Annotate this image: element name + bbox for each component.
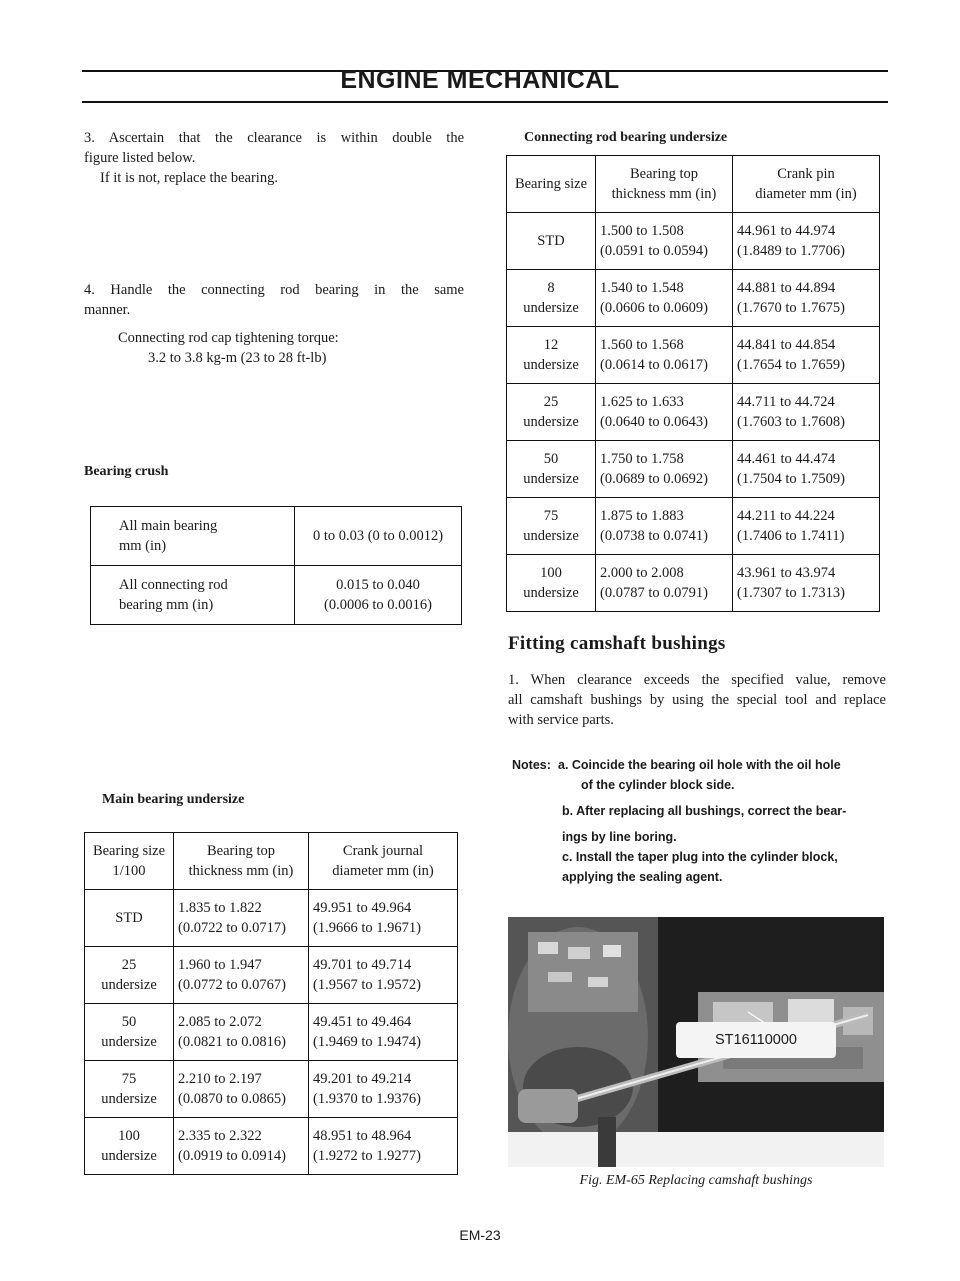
size-line: undersize bbox=[523, 585, 579, 601]
size-line: 100 bbox=[540, 565, 562, 581]
size-line: undersize bbox=[101, 1091, 157, 1107]
notes-line bbox=[508, 755, 890, 775]
pin-line: (1.7654 to 1.7659) bbox=[737, 357, 845, 373]
size-cell bbox=[85, 1061, 174, 1118]
pin-line: 44.881 to 44.894 bbox=[737, 280, 836, 296]
pin-line: (1.7406 to 1.7411) bbox=[737, 528, 845, 544]
top-line: 1.960 to 1.947 bbox=[178, 957, 262, 973]
tool-part-label: ST16110000 bbox=[676, 1022, 836, 1058]
size-line: 100 bbox=[118, 1128, 140, 1144]
size-line: undersize bbox=[523, 414, 579, 430]
top-line: (0.0738 to 0.0741) bbox=[600, 528, 708, 544]
crush-name-line: All connecting rod bbox=[119, 577, 228, 593]
size-line: undersize bbox=[523, 357, 579, 373]
size-cell bbox=[507, 384, 596, 441]
step-4-line-2: manner. bbox=[84, 302, 131, 318]
table-row bbox=[85, 1061, 458, 1118]
pin-cell bbox=[733, 498, 880, 555]
size-line: STD bbox=[537, 233, 565, 249]
header-line: diameter mm (in) bbox=[332, 863, 434, 879]
top-cell bbox=[596, 498, 733, 555]
top-line: 1.560 to 1.568 bbox=[600, 337, 684, 353]
top-line: 1.625 to 1.633 bbox=[600, 394, 684, 410]
notes-label: Notes: bbox=[512, 758, 551, 772]
pin-line: (1.8489 to 1.7706) bbox=[737, 243, 845, 259]
camshaft-line: all camshaft bushings by using the special tool and replace bbox=[508, 692, 886, 708]
header-line: thickness mm (in) bbox=[611, 186, 717, 202]
top-line: (0.0870 to 0.0865) bbox=[178, 1091, 286, 1107]
step-4-line-1: 4. Handle the connecting rod bearing in the same bbox=[84, 282, 464, 298]
pin-line: 44.841 to 44.854 bbox=[737, 337, 836, 353]
crush-value-line: (0.0006 to 0.0016) bbox=[324, 597, 432, 613]
top-cell bbox=[596, 327, 733, 384]
pin-line: 44.211 to 44.224 bbox=[737, 508, 835, 524]
journal-line: (1.9272 to 1.9277) bbox=[313, 1148, 421, 1164]
table-row bbox=[91, 507, 462, 566]
main-undersize-heading: Main bearing undersize bbox=[102, 792, 245, 807]
bearing-crush-table bbox=[90, 506, 462, 625]
top-line: 1.750 to 1.758 bbox=[600, 451, 684, 467]
page-number: EM-23 bbox=[459, 1227, 501, 1243]
pin-line: (1.7307 to 1.7313) bbox=[737, 585, 845, 601]
camshaft-heading: Fitting camshaft bushings bbox=[508, 633, 726, 654]
journal-line: 49.451 to 49.464 bbox=[313, 1014, 412, 1030]
crush-name-line: bearing mm (in) bbox=[119, 597, 214, 613]
pin-line: 44.961 to 44.974 bbox=[737, 223, 836, 239]
step-3 bbox=[84, 128, 464, 188]
table-row bbox=[91, 566, 462, 625]
table-row bbox=[507, 213, 880, 270]
note-b: b. After replacing all bushings, correct the bear- bbox=[562, 804, 847, 818]
journal-line: 48.951 to 48.964 bbox=[313, 1128, 412, 1144]
note-b-cont: ings by line boring. bbox=[562, 830, 677, 844]
size-cell bbox=[85, 890, 174, 947]
top-line: 1.500 to 1.508 bbox=[600, 223, 684, 239]
figure-photo bbox=[508, 917, 884, 1167]
header-cell bbox=[309, 833, 458, 890]
header-cell bbox=[174, 833, 309, 890]
note-a: a. Coincide the bearing oil hole with the oil hole bbox=[558, 758, 841, 772]
top-cell bbox=[596, 555, 733, 612]
header-line: Bearing top bbox=[206, 843, 276, 859]
pin-cell bbox=[733, 213, 880, 270]
journal-cell bbox=[309, 1061, 458, 1118]
table-header-row bbox=[85, 833, 458, 890]
table-row bbox=[85, 890, 458, 947]
header-line: Crank pin bbox=[777, 166, 835, 182]
header-cell bbox=[596, 156, 733, 213]
camshaft-line: with service parts. bbox=[508, 712, 614, 728]
header-line: Bearing size bbox=[92, 843, 166, 859]
crush-value-line: 0.015 to 0.040 bbox=[336, 577, 420, 593]
top-line: (0.0606 to 0.0609) bbox=[600, 300, 708, 316]
table-row bbox=[507, 327, 880, 384]
top-line: 2.210 to 2.197 bbox=[178, 1071, 262, 1087]
torque-value: 3.2 to 3.8 kg-m (23 to 28 ft-lb) bbox=[148, 350, 327, 366]
top-line: 1.540 to 1.548 bbox=[600, 280, 684, 296]
camshaft-line: 1. When clearance exceeds the specified value, remove bbox=[508, 672, 886, 688]
table-row bbox=[507, 384, 880, 441]
size-line: undersize bbox=[523, 300, 579, 316]
table-row bbox=[507, 555, 880, 612]
journal-line: 49.951 to 49.964 bbox=[313, 900, 412, 916]
size-line: undersize bbox=[523, 471, 579, 487]
note-c-cont: applying the sealing agent. bbox=[562, 870, 723, 884]
size-line: 50 bbox=[543, 451, 559, 467]
journal-cell bbox=[309, 1118, 458, 1175]
size-line: 75 bbox=[543, 508, 559, 524]
size-cell bbox=[507, 270, 596, 327]
top-cell bbox=[596, 213, 733, 270]
header-cell bbox=[85, 833, 174, 890]
crush-value-line: 0 to 0.03 (0 to 0.0012) bbox=[312, 528, 444, 544]
journal-cell bbox=[309, 890, 458, 947]
pin-line: (1.7670 to 1.7675) bbox=[737, 300, 845, 316]
header-line: thickness mm (in) bbox=[188, 863, 294, 879]
figure-caption: Fig. EM-65 Replacing camshaft bushings bbox=[579, 1173, 813, 1188]
top-cell bbox=[174, 1061, 309, 1118]
top-line: (0.0640 to 0.0643) bbox=[600, 414, 708, 430]
top-cell bbox=[596, 441, 733, 498]
size-line: 25 bbox=[543, 394, 559, 410]
note-c: c. Install the taper plug into the cylinder block, bbox=[562, 850, 838, 864]
size-line: 50 bbox=[121, 1014, 137, 1030]
size-line: 8 bbox=[547, 280, 555, 296]
top-line: (0.0722 to 0.0717) bbox=[178, 920, 286, 936]
size-cell bbox=[85, 1118, 174, 1175]
top-line: (0.0591 to 0.0594) bbox=[600, 243, 708, 259]
size-cell bbox=[507, 327, 596, 384]
journal-line: (1.9370 to 1.9376) bbox=[313, 1091, 421, 1107]
size-cell bbox=[507, 441, 596, 498]
size-line: undersize bbox=[101, 1148, 157, 1164]
pin-cell bbox=[733, 555, 880, 612]
step-3-line-2: figure listed below. bbox=[84, 150, 196, 166]
header-line: Bearing top bbox=[629, 166, 699, 182]
top-line: (0.0821 to 0.0816) bbox=[178, 1034, 286, 1050]
table-row bbox=[507, 270, 880, 327]
table-row bbox=[85, 1004, 458, 1061]
journal-line: (1.9567 to 1.9572) bbox=[313, 977, 421, 993]
header-rule-bottom bbox=[82, 101, 888, 103]
top-cell bbox=[174, 1118, 309, 1175]
size-cell bbox=[85, 1004, 174, 1061]
header-cell bbox=[507, 156, 596, 213]
journal-cell bbox=[309, 1004, 458, 1061]
pin-cell bbox=[733, 441, 880, 498]
top-cell bbox=[174, 1004, 309, 1061]
rod-undersize-heading: Connecting rod bearing undersize bbox=[524, 130, 728, 145]
journal-line: (1.9666 to 1.9671) bbox=[313, 920, 421, 936]
size-line: undersize bbox=[101, 1034, 157, 1050]
top-cell bbox=[596, 384, 733, 441]
size-cell bbox=[507, 213, 596, 270]
crush-name-line: All main bearing bbox=[119, 518, 218, 534]
top-line: (0.0689 to 0.0692) bbox=[600, 471, 708, 487]
notes-block bbox=[508, 755, 890, 887]
table-row bbox=[85, 947, 458, 1004]
size-line: undersize bbox=[523, 528, 579, 544]
crush-name-cell bbox=[91, 566, 295, 625]
top-line: (0.0919 to 0.0914) bbox=[178, 1148, 286, 1164]
crush-value-cell bbox=[295, 507, 462, 566]
journal-line: 49.201 to 49.214 bbox=[313, 1071, 412, 1087]
crush-value-cell bbox=[295, 566, 462, 625]
top-line: 2.085 to 2.072 bbox=[178, 1014, 262, 1030]
header-line: Crank journal bbox=[342, 843, 424, 859]
top-line: 2.335 to 2.322 bbox=[178, 1128, 262, 1144]
journal-cell bbox=[309, 947, 458, 1004]
top-cell bbox=[174, 947, 309, 1004]
crush-name-line: mm (in) bbox=[119, 538, 167, 554]
pin-cell bbox=[733, 270, 880, 327]
torque-label: Connecting rod cap tightening torque: bbox=[118, 330, 339, 346]
table-row bbox=[507, 441, 880, 498]
size-cell bbox=[85, 947, 174, 1004]
step-3-line-1: 3. Ascertain that the clearance is within double the bbox=[84, 130, 464, 146]
pin-line: (1.7603 to 1.7608) bbox=[737, 414, 845, 430]
pin-cell bbox=[733, 327, 880, 384]
step-4 bbox=[84, 280, 464, 368]
table-row bbox=[507, 498, 880, 555]
bearing-crush-heading: Bearing crush bbox=[84, 464, 169, 479]
size-line: STD bbox=[115, 910, 143, 926]
pin-line: 44.461 to 44.474 bbox=[737, 451, 836, 467]
size-cell bbox=[507, 555, 596, 612]
pin-line: 44.711 to 44.724 bbox=[737, 394, 835, 410]
pin-line: (1.7504 to 1.7509) bbox=[737, 471, 845, 487]
page-title: ENGINE MECHANICAL bbox=[340, 66, 620, 94]
header-line: Bearing size bbox=[514, 176, 588, 192]
header-line: diameter mm (in) bbox=[755, 186, 857, 202]
camshaft-paragraph bbox=[508, 670, 886, 730]
top-line: 2.000 to 2.008 bbox=[600, 565, 684, 581]
top-cell bbox=[596, 270, 733, 327]
size-line: 12 bbox=[543, 337, 559, 353]
step-3-line-3: If it is not, replace the bearing. bbox=[100, 170, 278, 186]
size-line: 75 bbox=[121, 1071, 137, 1087]
size-line: undersize bbox=[101, 977, 157, 993]
table-row bbox=[85, 1118, 458, 1175]
pin-cell bbox=[733, 384, 880, 441]
size-line: 25 bbox=[121, 957, 137, 973]
header-line: 1/100 bbox=[112, 863, 146, 879]
pin-line: 43.961 to 43.974 bbox=[737, 565, 836, 581]
crush-name-cell bbox=[91, 507, 295, 566]
top-line: 1.835 to 1.822 bbox=[178, 900, 262, 916]
top-line: (0.0614 to 0.0617) bbox=[600, 357, 708, 373]
top-cell bbox=[174, 890, 309, 947]
table-header-row bbox=[507, 156, 880, 213]
journal-line: 49.701 to 49.714 bbox=[313, 957, 412, 973]
top-line: 1.875 to 1.883 bbox=[600, 508, 684, 524]
connecting-rod-undersize-table bbox=[506, 155, 880, 612]
note-a-cont: of the cylinder block side. bbox=[581, 778, 735, 792]
main-bearing-undersize-table bbox=[84, 832, 458, 1175]
top-line: (0.0787 to 0.0791) bbox=[600, 585, 708, 601]
header-cell bbox=[733, 156, 880, 213]
top-line: (0.0772 to 0.0767) bbox=[178, 977, 286, 993]
size-cell bbox=[507, 498, 596, 555]
journal-line: (1.9469 to 1.9474) bbox=[313, 1034, 421, 1050]
